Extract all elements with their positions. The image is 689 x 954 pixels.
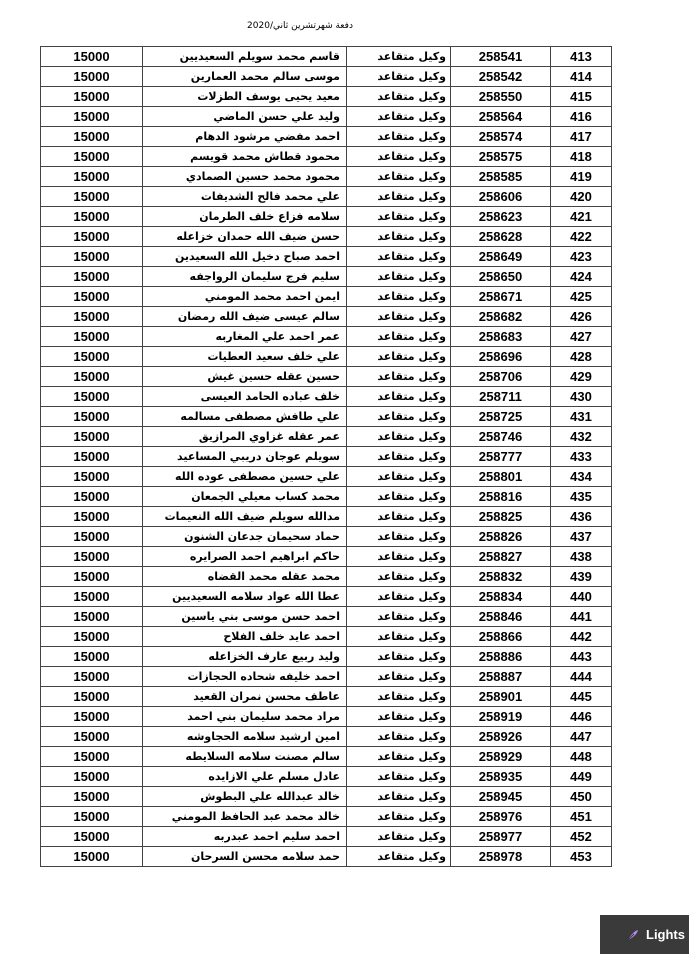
seq-cell: 440 bbox=[551, 587, 612, 607]
id-cell: 258978 bbox=[451, 847, 551, 867]
amount-cell: 15000 bbox=[41, 787, 143, 807]
role-cell: وكيل متقاعد bbox=[347, 207, 451, 227]
document-title: دفعة شهرتشرين ثاني/2020 bbox=[247, 21, 353, 31]
role-cell: وكيل متقاعد bbox=[347, 767, 451, 787]
role-cell: وكيل متقاعد bbox=[347, 667, 451, 687]
id-cell: 258746 bbox=[451, 427, 551, 447]
name-cell: امين ارشيد سلامه الحجاوشه bbox=[143, 727, 347, 747]
table-row bbox=[41, 447, 612, 467]
id-cell: 258575 bbox=[451, 147, 551, 167]
amount-cell: 15000 bbox=[41, 287, 143, 307]
seq-cell: 413 bbox=[551, 47, 612, 67]
id-cell: 258826 bbox=[451, 527, 551, 547]
role-cell: وكيل متقاعد bbox=[347, 287, 451, 307]
amount-cell: 15000 bbox=[41, 387, 143, 407]
table-row bbox=[41, 767, 612, 787]
amount-cell: 15000 bbox=[41, 847, 143, 867]
name-cell: حمد سلامه محسن السرحان bbox=[143, 847, 347, 867]
seq-cell: 435 bbox=[551, 487, 612, 507]
amount-cell: 15000 bbox=[41, 547, 143, 567]
amount-cell: 15000 bbox=[41, 267, 143, 287]
table-row bbox=[41, 667, 612, 687]
table-row bbox=[41, 727, 612, 747]
role-cell: وكيل متقاعد bbox=[347, 687, 451, 707]
role-cell: وكيل متقاعد bbox=[347, 527, 451, 547]
seq-cell: 429 bbox=[551, 367, 612, 387]
id-cell: 258929 bbox=[451, 747, 551, 767]
name-cell: علي حسين مصطفى عوده الله bbox=[143, 467, 347, 487]
table-row bbox=[41, 87, 612, 107]
name-cell: احمد صباح دخيل الله السعيدين bbox=[143, 247, 347, 267]
table-row bbox=[41, 47, 612, 67]
amount-cell: 15000 bbox=[41, 767, 143, 787]
role-cell: وكيل متقاعد bbox=[347, 827, 451, 847]
name-cell: محمود محمد حسين الصمادي bbox=[143, 167, 347, 187]
seq-cell: 415 bbox=[551, 87, 612, 107]
id-cell: 258801 bbox=[451, 467, 551, 487]
name-cell: احمد خليفه شحاده الحجازات bbox=[143, 667, 347, 687]
id-cell: 258696 bbox=[451, 347, 551, 367]
table-row bbox=[41, 627, 612, 647]
amount-cell: 15000 bbox=[41, 607, 143, 627]
id-cell: 258866 bbox=[451, 627, 551, 647]
role-cell: وكيل متقاعد bbox=[347, 167, 451, 187]
amount-cell: 15000 bbox=[41, 507, 143, 527]
table-row bbox=[41, 827, 612, 847]
table-row bbox=[41, 267, 612, 287]
role-cell: وكيل متقاعد bbox=[347, 407, 451, 427]
amount-cell: 15000 bbox=[41, 727, 143, 747]
name-cell: عطا الله عواد سلامه السعيديين bbox=[143, 587, 347, 607]
role-cell: وكيل متقاعد bbox=[347, 267, 451, 287]
id-cell: 258886 bbox=[451, 647, 551, 667]
name-cell: موسى سالم محمد العمارين bbox=[143, 67, 347, 87]
id-cell: 258541 bbox=[451, 47, 551, 67]
seq-cell: 441 bbox=[551, 607, 612, 627]
name-cell: عادل مسلم علي الازايده bbox=[143, 767, 347, 787]
id-cell: 258846 bbox=[451, 607, 551, 627]
id-cell: 258816 bbox=[451, 487, 551, 507]
role-cell: وكيل متقاعد bbox=[347, 587, 451, 607]
role-cell: وكيل متقاعد bbox=[347, 347, 451, 367]
role-cell: وكيل متقاعد bbox=[347, 327, 451, 347]
amount-cell: 15000 bbox=[41, 207, 143, 227]
id-cell: 258976 bbox=[451, 807, 551, 827]
id-cell: 258825 bbox=[451, 507, 551, 527]
amount-cell: 15000 bbox=[41, 67, 143, 87]
id-cell: 258574 bbox=[451, 127, 551, 147]
name-cell: احمد سليم احمد عبدربه bbox=[143, 827, 347, 847]
id-cell: 258671 bbox=[451, 287, 551, 307]
amount-cell: 15000 bbox=[41, 107, 143, 127]
role-cell: وكيل متقاعد bbox=[347, 107, 451, 127]
feather-icon bbox=[626, 928, 640, 942]
id-cell: 258935 bbox=[451, 767, 551, 787]
table-row bbox=[41, 167, 612, 187]
table-row bbox=[41, 387, 612, 407]
seq-cell: 447 bbox=[551, 727, 612, 747]
name-cell: عمر احمد علي المغاربه bbox=[143, 327, 347, 347]
table-row bbox=[41, 347, 612, 367]
role-cell: وكيل متقاعد bbox=[347, 87, 451, 107]
seq-cell: 414 bbox=[551, 67, 612, 87]
amount-cell: 15000 bbox=[41, 687, 143, 707]
name-cell: مدالله سويلم ضيف الله النعيمات bbox=[143, 507, 347, 527]
name-cell: قاسم محمد سويلم السعيديين bbox=[143, 47, 347, 67]
seq-cell: 444 bbox=[551, 667, 612, 687]
name-cell: خلف عباده الحامد العيسى bbox=[143, 387, 347, 407]
table-row bbox=[41, 507, 612, 527]
name-cell: سالم عيسى ضيف الله رمضان bbox=[143, 307, 347, 327]
name-cell: سويلم عوجان دريبي المساعيد bbox=[143, 447, 347, 467]
seq-cell: 426 bbox=[551, 307, 612, 327]
amount-cell: 15000 bbox=[41, 527, 143, 547]
amount-cell: 15000 bbox=[41, 447, 143, 467]
seq-cell: 417 bbox=[551, 127, 612, 147]
id-cell: 258550 bbox=[451, 87, 551, 107]
role-cell: وكيل متقاعد bbox=[347, 507, 451, 527]
role-cell: وكيل متقاعد bbox=[347, 67, 451, 87]
seq-cell: 453 bbox=[551, 847, 612, 867]
seq-cell: 442 bbox=[551, 627, 612, 647]
amount-cell: 15000 bbox=[41, 247, 143, 267]
seq-cell: 431 bbox=[551, 407, 612, 427]
table-row bbox=[41, 467, 612, 487]
name-cell: حسين عقله حسين غيش bbox=[143, 367, 347, 387]
id-cell: 258887 bbox=[451, 667, 551, 687]
id-cell: 258606 bbox=[451, 187, 551, 207]
name-cell: ايمن احمد محمد المومني bbox=[143, 287, 347, 307]
id-cell: 258901 bbox=[451, 687, 551, 707]
amount-cell: 15000 bbox=[41, 807, 143, 827]
table-row bbox=[41, 647, 612, 667]
payment-table-body bbox=[41, 47, 612, 867]
table-row bbox=[41, 807, 612, 827]
table-row bbox=[41, 567, 612, 587]
id-cell: 258628 bbox=[451, 227, 551, 247]
table-row bbox=[41, 147, 612, 167]
role-cell: وكيل متقاعد bbox=[347, 487, 451, 507]
amount-cell: 15000 bbox=[41, 327, 143, 347]
name-cell: سالم مصنت سلامه السلايطه bbox=[143, 747, 347, 767]
name-cell: محمد عقله محمد القضاه bbox=[143, 567, 347, 587]
table-row bbox=[41, 67, 612, 87]
seq-cell: 434 bbox=[551, 467, 612, 487]
amount-cell: 15000 bbox=[41, 147, 143, 167]
payment-table-container bbox=[40, 46, 611, 867]
amount-cell: 15000 bbox=[41, 307, 143, 327]
amount-cell: 15000 bbox=[41, 467, 143, 487]
amount-cell: 15000 bbox=[41, 487, 143, 507]
amount-cell: 15000 bbox=[41, 167, 143, 187]
lights-button[interactable] bbox=[600, 915, 689, 954]
seq-cell: 420 bbox=[551, 187, 612, 207]
name-cell: عمر عقله غزاوي المرازيق bbox=[143, 427, 347, 447]
name-cell: محمد كساب معيلي الجمعان bbox=[143, 487, 347, 507]
amount-cell: 15000 bbox=[41, 627, 143, 647]
table-row bbox=[41, 247, 612, 267]
role-cell: وكيل متقاعد bbox=[347, 747, 451, 767]
table-row bbox=[41, 307, 612, 327]
amount-cell: 15000 bbox=[41, 367, 143, 387]
table-row bbox=[41, 607, 612, 627]
role-cell: وكيل متقاعد bbox=[347, 647, 451, 667]
name-cell: وليد ربيع عارف الخزاعله bbox=[143, 647, 347, 667]
seq-cell: 448 bbox=[551, 747, 612, 767]
name-cell: حماد سحيمان جدعان الشنون bbox=[143, 527, 347, 547]
id-cell: 258650 bbox=[451, 267, 551, 287]
id-cell: 258542 bbox=[451, 67, 551, 87]
table-row bbox=[41, 747, 612, 767]
table-row bbox=[41, 127, 612, 147]
role-cell: وكيل متقاعد bbox=[347, 567, 451, 587]
name-cell: سلامه فزاع خلف الطرمان bbox=[143, 207, 347, 227]
id-cell: 258682 bbox=[451, 307, 551, 327]
seq-cell: 425 bbox=[551, 287, 612, 307]
table-row bbox=[41, 367, 612, 387]
seq-cell: 437 bbox=[551, 527, 612, 547]
table-row bbox=[41, 487, 612, 507]
role-cell: وكيل متقاعد bbox=[347, 627, 451, 647]
seq-cell: 416 bbox=[551, 107, 612, 127]
id-cell: 258711 bbox=[451, 387, 551, 407]
name-cell: خالد عبدالله علي البطوش bbox=[143, 787, 347, 807]
seq-cell: 443 bbox=[551, 647, 612, 667]
name-cell: خالد محمد عبد الحافظ المومني bbox=[143, 807, 347, 827]
seq-cell: 449 bbox=[551, 767, 612, 787]
amount-cell: 15000 bbox=[41, 827, 143, 847]
amount-cell: 15000 bbox=[41, 747, 143, 767]
table-row bbox=[41, 207, 612, 227]
amount-cell: 15000 bbox=[41, 227, 143, 247]
role-cell: وكيل متقاعد bbox=[347, 427, 451, 447]
payment-table bbox=[40, 46, 612, 867]
name-cell: عاطف محسن نمران القعيد bbox=[143, 687, 347, 707]
name-cell: علي محمد فالح الشديفات bbox=[143, 187, 347, 207]
id-cell: 258919 bbox=[451, 707, 551, 727]
table-row bbox=[41, 287, 612, 307]
name-cell: معيد يحيى يوسف الطزلات bbox=[143, 87, 347, 107]
seq-cell: 423 bbox=[551, 247, 612, 267]
table-row bbox=[41, 227, 612, 247]
role-cell: وكيل متقاعد bbox=[347, 787, 451, 807]
seq-cell: 432 bbox=[551, 427, 612, 447]
id-cell: 258827 bbox=[451, 547, 551, 567]
id-cell: 258623 bbox=[451, 207, 551, 227]
seq-cell: 421 bbox=[551, 207, 612, 227]
amount-cell: 15000 bbox=[41, 587, 143, 607]
table-row bbox=[41, 547, 612, 567]
name-cell: وليد علي حسن الماضي bbox=[143, 107, 347, 127]
seq-cell: 419 bbox=[551, 167, 612, 187]
seq-cell: 422 bbox=[551, 227, 612, 247]
role-cell: وكيل متقاعد bbox=[347, 847, 451, 867]
role-cell: وكيل متقاعد bbox=[347, 247, 451, 267]
name-cell: مراد محمد سليمان بني احمد bbox=[143, 707, 347, 727]
name-cell: احمد مفضي مرشود الدهام bbox=[143, 127, 347, 147]
role-cell: وكيل متقاعد bbox=[347, 147, 451, 167]
amount-cell: 15000 bbox=[41, 187, 143, 207]
role-cell: وكيل متقاعد bbox=[347, 467, 451, 487]
seq-cell: 452 bbox=[551, 827, 612, 847]
name-cell: حاكم ابراهيم احمد الصرايره bbox=[143, 547, 347, 567]
id-cell: 258706 bbox=[451, 367, 551, 387]
role-cell: وكيل متقاعد bbox=[347, 807, 451, 827]
amount-cell: 15000 bbox=[41, 347, 143, 367]
table-row bbox=[41, 687, 612, 707]
amount-cell: 15000 bbox=[41, 427, 143, 447]
seq-cell: 430 bbox=[551, 387, 612, 407]
seq-cell: 418 bbox=[551, 147, 612, 167]
seq-cell: 451 bbox=[551, 807, 612, 827]
amount-cell: 15000 bbox=[41, 407, 143, 427]
role-cell: وكيل متقاعد bbox=[347, 727, 451, 747]
id-cell: 258683 bbox=[451, 327, 551, 347]
role-cell: وكيل متقاعد bbox=[347, 227, 451, 247]
role-cell: وكيل متقاعد bbox=[347, 127, 451, 147]
id-cell: 258777 bbox=[451, 447, 551, 467]
seq-cell: 450 bbox=[551, 787, 612, 807]
name-cell: علي طافش مصطفى مسالمه bbox=[143, 407, 347, 427]
seq-cell: 439 bbox=[551, 567, 612, 587]
name-cell: حسن ضيف الله حمدان خزاعله bbox=[143, 227, 347, 247]
name-cell: سليم فرج سليمان الرواجفه bbox=[143, 267, 347, 287]
seq-cell: 427 bbox=[551, 327, 612, 347]
id-cell: 258564 bbox=[451, 107, 551, 127]
table-row bbox=[41, 707, 612, 727]
seq-cell: 424 bbox=[551, 267, 612, 287]
id-cell: 258926 bbox=[451, 727, 551, 747]
table-row bbox=[41, 327, 612, 347]
role-cell: وكيل متقاعد bbox=[347, 447, 451, 467]
role-cell: وكيل متقاعد bbox=[347, 387, 451, 407]
seq-cell: 433 bbox=[551, 447, 612, 467]
table-row bbox=[41, 407, 612, 427]
role-cell: وكيل متقاعد bbox=[347, 707, 451, 727]
id-cell: 258945 bbox=[451, 787, 551, 807]
amount-cell: 15000 bbox=[41, 667, 143, 687]
table-row bbox=[41, 847, 612, 867]
table-row bbox=[41, 187, 612, 207]
role-cell: وكيل متقاعد bbox=[347, 47, 451, 67]
id-cell: 258977 bbox=[451, 827, 551, 847]
name-cell: محمود قطاش محمد قويسم bbox=[143, 147, 347, 167]
table-row bbox=[41, 787, 612, 807]
lights-button-label: Lights bbox=[646, 927, 685, 942]
name-cell: احمد عايد خلف الفلاح bbox=[143, 627, 347, 647]
amount-cell: 15000 bbox=[41, 707, 143, 727]
role-cell: وكيل متقاعد bbox=[347, 547, 451, 567]
id-cell: 258832 bbox=[451, 567, 551, 587]
amount-cell: 15000 bbox=[41, 647, 143, 667]
seq-cell: 428 bbox=[551, 347, 612, 367]
amount-cell: 15000 bbox=[41, 567, 143, 587]
id-cell: 258834 bbox=[451, 587, 551, 607]
role-cell: وكيل متقاعد bbox=[347, 307, 451, 327]
table-row bbox=[41, 587, 612, 607]
amount-cell: 15000 bbox=[41, 87, 143, 107]
seq-cell: 436 bbox=[551, 507, 612, 527]
id-cell: 258725 bbox=[451, 407, 551, 427]
seq-cell: 438 bbox=[551, 547, 612, 567]
id-cell: 258585 bbox=[451, 167, 551, 187]
table-row bbox=[41, 527, 612, 547]
name-cell: علي خلف سعيد العطيات bbox=[143, 347, 347, 367]
role-cell: وكيل متقاعد bbox=[347, 367, 451, 387]
amount-cell: 15000 bbox=[41, 127, 143, 147]
role-cell: وكيل متقاعد bbox=[347, 607, 451, 627]
id-cell: 258649 bbox=[451, 247, 551, 267]
seq-cell: 446 bbox=[551, 707, 612, 727]
table-row bbox=[41, 427, 612, 447]
seq-cell: 445 bbox=[551, 687, 612, 707]
amount-cell: 15000 bbox=[41, 47, 143, 67]
role-cell: وكيل متقاعد bbox=[347, 187, 451, 207]
table-row bbox=[41, 107, 612, 127]
name-cell: احمد حسن موسى بني ياسين bbox=[143, 607, 347, 627]
